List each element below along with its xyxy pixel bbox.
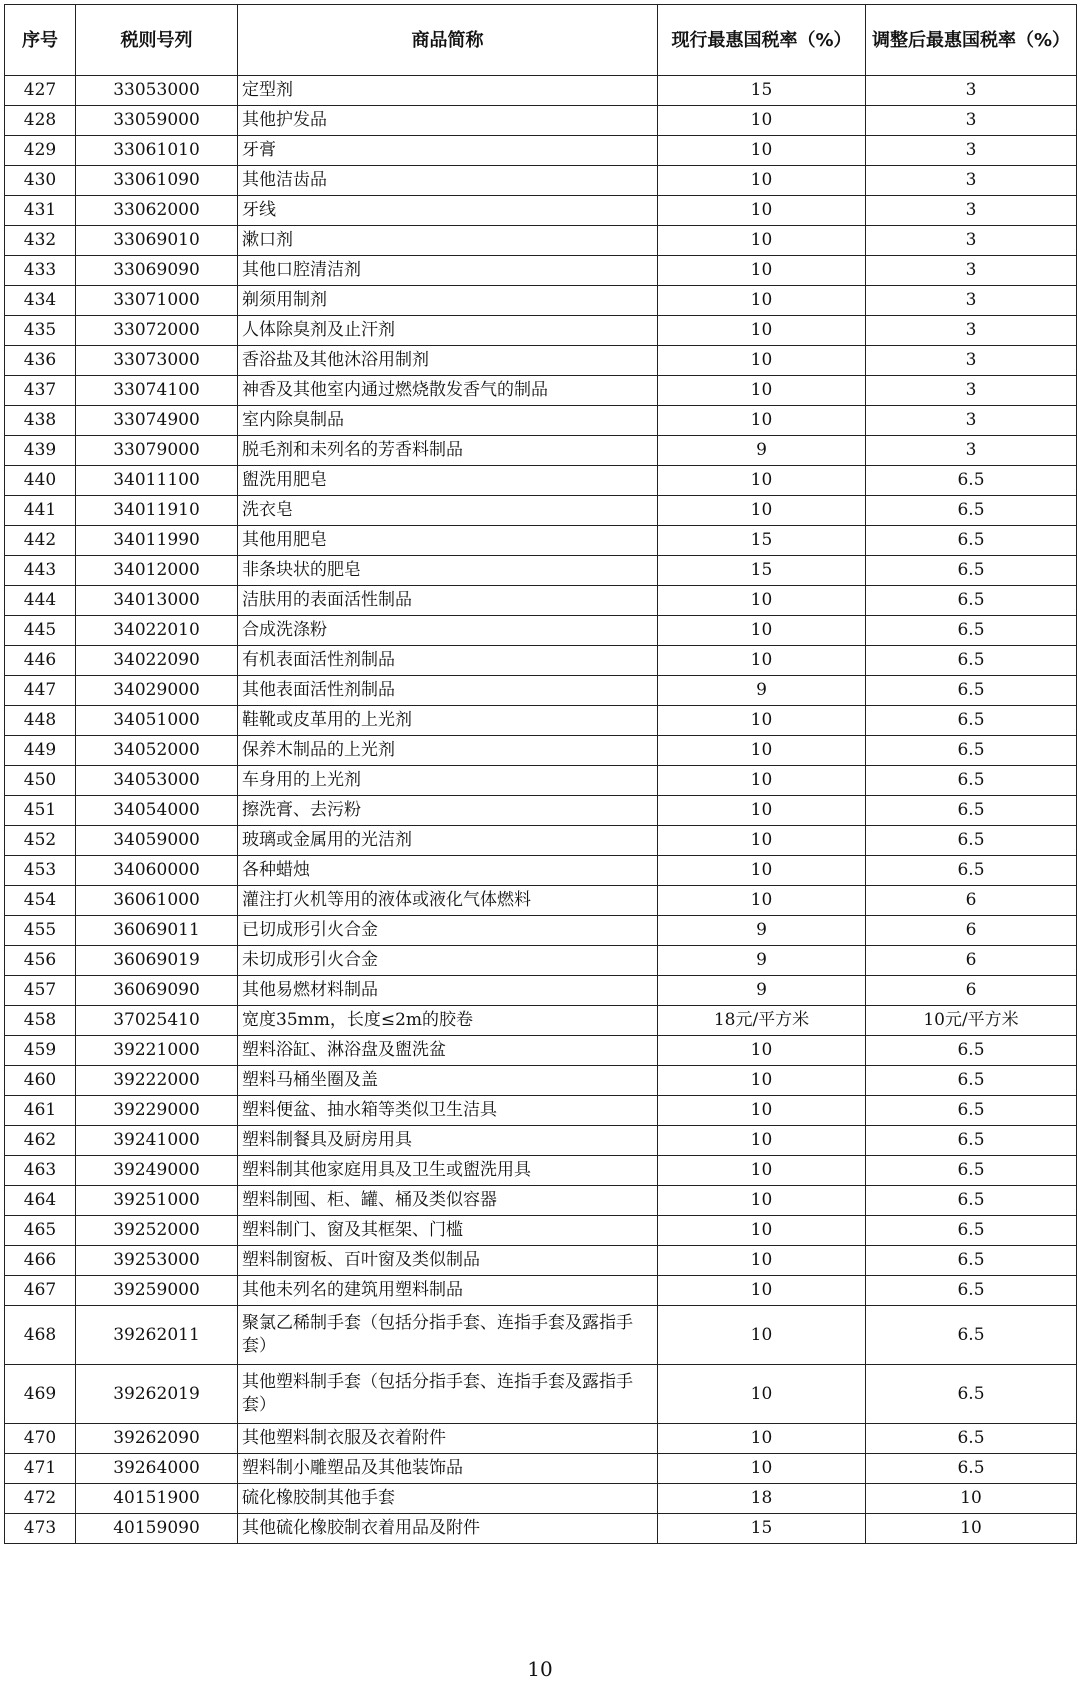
- cell-seq: 451: [5, 796, 76, 826]
- cell-tariff-code: 37025410: [76, 1006, 238, 1036]
- cell-seq: 465: [5, 1216, 76, 1246]
- cell-tariff-code: 39229000: [76, 1096, 238, 1126]
- cell-current-rate: 10: [658, 286, 866, 316]
- cell-product-name: 其他易燃材料制品: [238, 976, 658, 1006]
- cell-seq: 450: [5, 766, 76, 796]
- cell-adjusted-rate: 10: [866, 1514, 1077, 1544]
- cell-current-rate: 10: [658, 1126, 866, 1156]
- cell-current-rate: 15: [658, 1514, 866, 1544]
- cell-tariff-code: 34022010: [76, 616, 238, 646]
- table-row: [5, 376, 1077, 406]
- cell-tariff-code: 34060000: [76, 856, 238, 886]
- cell-tariff-code: 34051000: [76, 706, 238, 736]
- cell-current-rate: 18元/平方米: [658, 1006, 866, 1036]
- table-row: [5, 586, 1077, 616]
- cell-product-name: 合成洗涤粉: [238, 616, 658, 646]
- cell-adjusted-rate: 6: [866, 886, 1077, 916]
- cell-product-name: 保养木制品的上光剂: [238, 736, 658, 766]
- table-row: [5, 1276, 1077, 1306]
- table-row: [5, 526, 1077, 556]
- cell-product-name: 其他塑料制衣服及衣着附件: [238, 1424, 658, 1454]
- cell-adjusted-rate: 6.5: [866, 1365, 1077, 1424]
- cell-adjusted-rate: 6.5: [866, 1424, 1077, 1454]
- table-row: [5, 796, 1077, 826]
- cell-seq: 459: [5, 1036, 76, 1066]
- cell-seq: 472: [5, 1484, 76, 1514]
- cell-seq: 453: [5, 856, 76, 886]
- cell-adjusted-rate: 3: [866, 436, 1077, 466]
- cell-current-rate: 10: [658, 1365, 866, 1424]
- table-row: [5, 1126, 1077, 1156]
- table-body: [5, 76, 1077, 1544]
- cell-current-rate: 10: [658, 766, 866, 796]
- cell-product-name: 硫化橡胶制其他手套: [238, 1484, 658, 1514]
- cell-product-name: 洗衣皂: [238, 496, 658, 526]
- table-row: [5, 676, 1077, 706]
- cell-current-rate: 10: [658, 226, 866, 256]
- table-row: [5, 1036, 1077, 1066]
- table-row: [5, 466, 1077, 496]
- cell-adjusted-rate: 10元/平方米: [866, 1006, 1077, 1036]
- cell-current-rate: 10: [658, 316, 866, 346]
- cell-tariff-code: 39264000: [76, 1454, 238, 1484]
- cell-seq: 455: [5, 916, 76, 946]
- header-product-name: 商品简称: [238, 5, 658, 76]
- cell-product-name: 盥洗用肥皂: [238, 466, 658, 496]
- cell-tariff-code: 34013000: [76, 586, 238, 616]
- cell-current-rate: 10: [658, 796, 866, 826]
- cell-seq: 441: [5, 496, 76, 526]
- page-number: 10: [527, 1657, 553, 1681]
- cell-product-name: 塑料制囤、柜、罐、桶及类似容器: [238, 1186, 658, 1216]
- cell-tariff-code: 39221000: [76, 1036, 238, 1066]
- cell-adjusted-rate: 3: [866, 316, 1077, 346]
- cell-current-rate: 10: [658, 826, 866, 856]
- cell-current-rate: 10: [658, 256, 866, 286]
- header-seq: 序号: [5, 5, 76, 76]
- cell-current-rate: 10: [658, 1096, 866, 1126]
- cell-seq: 458: [5, 1006, 76, 1036]
- table-row: [5, 1306, 1077, 1365]
- cell-adjusted-rate: 6.5: [866, 796, 1077, 826]
- cell-seq: 452: [5, 826, 76, 856]
- cell-current-rate: 10: [658, 346, 866, 376]
- cell-tariff-code: 34052000: [76, 736, 238, 766]
- cell-current-rate: 10: [658, 196, 866, 226]
- cell-product-name: 塑料制其他家庭用具及卫生或盥洗用具: [238, 1156, 658, 1186]
- cell-tariff-code: 33062000: [76, 196, 238, 226]
- cell-seq: 457: [5, 976, 76, 1006]
- cell-seq: 429: [5, 136, 76, 166]
- cell-product-name: 玻璃或金属用的光洁剂: [238, 826, 658, 856]
- cell-current-rate: 10: [658, 586, 866, 616]
- cell-product-name: 其他表面活性剂制品: [238, 676, 658, 706]
- table-row: [5, 886, 1077, 916]
- cell-product-name: 人体除臭剂及止汗剂: [238, 316, 658, 346]
- cell-adjusted-rate: 3: [866, 136, 1077, 166]
- cell-current-rate: 10: [658, 1454, 866, 1484]
- cell-product-name: 室内除臭制品: [238, 406, 658, 436]
- cell-product-name: 塑料便盆、抽水箱等类似卫生洁具: [238, 1096, 658, 1126]
- cell-tariff-code: 36069019: [76, 946, 238, 976]
- cell-product-name: 灌注打火机等用的液体或液化气体燃料: [238, 886, 658, 916]
- cell-tariff-code: 39259000: [76, 1276, 238, 1306]
- cell-seq: 449: [5, 736, 76, 766]
- cell-adjusted-rate: 6.5: [866, 1454, 1077, 1484]
- cell-current-rate: 10: [658, 1186, 866, 1216]
- cell-adjusted-rate: 6: [866, 976, 1077, 1006]
- cell-adjusted-rate: 3: [866, 166, 1077, 196]
- table-row: [5, 436, 1077, 466]
- cell-tariff-code: 33073000: [76, 346, 238, 376]
- cell-current-rate: 10: [658, 376, 866, 406]
- cell-seq: 461: [5, 1096, 76, 1126]
- cell-adjusted-rate: 6.5: [866, 496, 1077, 526]
- table-row: [5, 76, 1077, 106]
- cell-adjusted-rate: 10: [866, 1484, 1077, 1514]
- cell-product-name: 聚氯乙稀制手套（包括分指手套、连指手套及露指手套）: [238, 1306, 658, 1365]
- cell-adjusted-rate: 6.5: [866, 466, 1077, 496]
- cell-product-name: 定型剂: [238, 76, 658, 106]
- cell-seq: 448: [5, 706, 76, 736]
- table-row: [5, 1006, 1077, 1036]
- cell-adjusted-rate: 3: [866, 406, 1077, 436]
- table-row: [5, 1186, 1077, 1216]
- cell-product-name: 脱毛剂和未列名的芳香料制品: [238, 436, 658, 466]
- cell-seq: 447: [5, 676, 76, 706]
- header-current-rate: 现行最惠国税率（%）: [658, 5, 866, 76]
- cell-product-name: 神香及其他室内通过燃烧散发香气的制品: [238, 376, 658, 406]
- cell-seq: 469: [5, 1365, 76, 1424]
- cell-tariff-code: 33061090: [76, 166, 238, 196]
- table-row: [5, 196, 1077, 226]
- cell-adjusted-rate: 6.5: [866, 1156, 1077, 1186]
- cell-current-rate: 10: [658, 466, 866, 496]
- cell-adjusted-rate: 6.5: [866, 826, 1077, 856]
- cell-adjusted-rate: 6.5: [866, 706, 1077, 736]
- cell-product-name: 已切成形引火合金: [238, 916, 658, 946]
- cell-tariff-code: 39241000: [76, 1126, 238, 1156]
- cell-product-name: 塑料浴缸、淋浴盘及盥洗盆: [238, 1036, 658, 1066]
- table-row: [5, 1454, 1077, 1484]
- cell-current-rate: 9: [658, 946, 866, 976]
- cell-current-rate: 15: [658, 76, 866, 106]
- cell-tariff-code: 33069090: [76, 256, 238, 286]
- table-row: [5, 316, 1077, 346]
- cell-product-name: 其他口腔清洁剂: [238, 256, 658, 286]
- table-row: [5, 976, 1077, 1006]
- cell-adjusted-rate: 6.5: [866, 646, 1077, 676]
- table-row: [5, 226, 1077, 256]
- cell-product-name: 塑料制餐具及厨房用具: [238, 1126, 658, 1156]
- cell-seq: 468: [5, 1306, 76, 1365]
- table-row: [5, 1066, 1077, 1096]
- cell-seq: 435: [5, 316, 76, 346]
- cell-current-rate: 9: [658, 436, 866, 466]
- table-row: [5, 646, 1077, 676]
- cell-seq: 445: [5, 616, 76, 646]
- cell-current-rate: 15: [658, 556, 866, 586]
- cell-tariff-code: 34022090: [76, 646, 238, 676]
- cell-seq: 466: [5, 1246, 76, 1276]
- cell-product-name: 塑料马桶坐圈及盖: [238, 1066, 658, 1096]
- cell-product-name: 塑料制窗板、百叶窗及类似制品: [238, 1246, 658, 1276]
- cell-product-name: 未切成形引火合金: [238, 946, 658, 976]
- table-row: [5, 1246, 1077, 1276]
- cell-product-name: 其他护发品: [238, 106, 658, 136]
- cell-tariff-code: 39252000: [76, 1216, 238, 1246]
- table-row: [5, 136, 1077, 166]
- cell-seq: 438: [5, 406, 76, 436]
- cell-seq: 442: [5, 526, 76, 556]
- cell-tariff-code: 39262090: [76, 1424, 238, 1454]
- cell-tariff-code: 34011990: [76, 526, 238, 556]
- table-row: [5, 706, 1077, 736]
- cell-seq: 454: [5, 886, 76, 916]
- table-row: [5, 1096, 1077, 1126]
- cell-product-name: 洁肤用的表面活性制品: [238, 586, 658, 616]
- cell-adjusted-rate: 3: [866, 196, 1077, 226]
- cell-tariff-code: 36069090: [76, 976, 238, 1006]
- cell-current-rate: 10: [658, 1216, 866, 1246]
- cell-seq: 463: [5, 1156, 76, 1186]
- cell-current-rate: 9: [658, 976, 866, 1006]
- tariff-table: [4, 4, 1077, 1544]
- cell-tariff-code: 34011910: [76, 496, 238, 526]
- table-row: [5, 256, 1077, 286]
- cell-adjusted-rate: 6.5: [866, 1036, 1077, 1066]
- cell-adjusted-rate: 6.5: [866, 1216, 1077, 1246]
- cell-seq: 446: [5, 646, 76, 676]
- cell-adjusted-rate: 6.5: [866, 766, 1077, 796]
- cell-product-name: 其他未列名的建筑用塑料制品: [238, 1276, 658, 1306]
- table-row: [5, 1365, 1077, 1424]
- table-row: [5, 826, 1077, 856]
- cell-current-rate: 10: [658, 1156, 866, 1186]
- cell-product-name: 其他洁齿品: [238, 166, 658, 196]
- cell-seq: 460: [5, 1066, 76, 1096]
- table-row: [5, 496, 1077, 526]
- cell-adjusted-rate: 6.5: [866, 736, 1077, 766]
- table-row: [5, 286, 1077, 316]
- cell-current-rate: 15: [658, 526, 866, 556]
- cell-adjusted-rate: 6.5: [866, 1126, 1077, 1156]
- table-row: [5, 556, 1077, 586]
- cell-adjusted-rate: 6.5: [866, 586, 1077, 616]
- cell-tariff-code: 33074900: [76, 406, 238, 436]
- cell-product-name: 其他用肥皂: [238, 526, 658, 556]
- cell-adjusted-rate: 3: [866, 376, 1077, 406]
- table-row: [5, 736, 1077, 766]
- cell-adjusted-rate: 6.5: [866, 526, 1077, 556]
- cell-seq: 473: [5, 1514, 76, 1544]
- cell-tariff-code: 39249000: [76, 1156, 238, 1186]
- cell-adjusted-rate: 6.5: [866, 556, 1077, 586]
- cell-adjusted-rate: 3: [866, 256, 1077, 286]
- cell-seq: 456: [5, 946, 76, 976]
- cell-current-rate: 10: [658, 886, 866, 916]
- cell-seq: 471: [5, 1454, 76, 1484]
- table-header-row: [5, 5, 1077, 76]
- cell-adjusted-rate: 6: [866, 946, 1077, 976]
- cell-seq: 462: [5, 1126, 76, 1156]
- cell-tariff-code: 34054000: [76, 796, 238, 826]
- cell-seq: 443: [5, 556, 76, 586]
- cell-current-rate: 18: [658, 1484, 866, 1514]
- cell-current-rate: 10: [658, 856, 866, 886]
- cell-current-rate: 9: [658, 916, 866, 946]
- cell-seq: 433: [5, 256, 76, 286]
- cell-seq: 437: [5, 376, 76, 406]
- cell-current-rate: 10: [658, 496, 866, 526]
- table-row: [5, 346, 1077, 376]
- cell-seq: 439: [5, 436, 76, 466]
- cell-seq: 428: [5, 106, 76, 136]
- table-row: [5, 1424, 1077, 1454]
- table-row: [5, 916, 1077, 946]
- cell-seq: 444: [5, 586, 76, 616]
- cell-current-rate: 10: [658, 1036, 866, 1066]
- cell-product-name: 漱口剂: [238, 226, 658, 256]
- cell-product-name: 剃须用制剂: [238, 286, 658, 316]
- cell-tariff-code: 36069011: [76, 916, 238, 946]
- cell-tariff-code: 34053000: [76, 766, 238, 796]
- cell-tariff-code: 39251000: [76, 1186, 238, 1216]
- cell-current-rate: 10: [658, 736, 866, 766]
- cell-product-name: 非条块状的肥皂: [238, 556, 658, 586]
- cell-adjusted-rate: 6.5: [866, 616, 1077, 646]
- cell-tariff-code: 33059000: [76, 106, 238, 136]
- table-row: [5, 616, 1077, 646]
- cell-adjusted-rate: 3: [866, 286, 1077, 316]
- table-row: [5, 406, 1077, 436]
- cell-adjusted-rate: 6: [866, 916, 1077, 946]
- cell-tariff-code: 34059000: [76, 826, 238, 856]
- cell-tariff-code: 33061010: [76, 136, 238, 166]
- cell-product-name: 牙膏: [238, 136, 658, 166]
- cell-current-rate: 10: [658, 136, 866, 166]
- table-row: [5, 766, 1077, 796]
- cell-current-rate: 10: [658, 646, 866, 676]
- cell-adjusted-rate: 6.5: [866, 1066, 1077, 1096]
- cell-seq: 464: [5, 1186, 76, 1216]
- cell-seq: 470: [5, 1424, 76, 1454]
- cell-current-rate: 9: [658, 676, 866, 706]
- table-row: [5, 1484, 1077, 1514]
- cell-current-rate: 10: [658, 406, 866, 436]
- cell-current-rate: 10: [658, 166, 866, 196]
- cell-product-name: 各种蜡烛: [238, 856, 658, 886]
- table-row: [5, 166, 1077, 196]
- cell-tariff-code: 39262019: [76, 1365, 238, 1424]
- cell-adjusted-rate: 3: [866, 76, 1077, 106]
- cell-tariff-code: 39253000: [76, 1246, 238, 1276]
- cell-tariff-code: 33072000: [76, 316, 238, 346]
- cell-adjusted-rate: 6.5: [866, 1276, 1077, 1306]
- cell-product-name: 有机表面活性剂制品: [238, 646, 658, 676]
- cell-tariff-code: 34011100: [76, 466, 238, 496]
- header-adjusted-rate: 调整后最惠国税率（%）: [866, 5, 1077, 76]
- cell-current-rate: 10: [658, 1246, 866, 1276]
- cell-seq: 431: [5, 196, 76, 226]
- cell-adjusted-rate: 6.5: [866, 1306, 1077, 1365]
- cell-adjusted-rate: 3: [866, 346, 1077, 376]
- table-row: [5, 106, 1077, 136]
- cell-adjusted-rate: 6.5: [866, 1246, 1077, 1276]
- cell-adjusted-rate: 6.5: [866, 856, 1077, 886]
- cell-seq: 434: [5, 286, 76, 316]
- cell-tariff-code: 33074100: [76, 376, 238, 406]
- cell-product-name: 塑料制门、窗及其框架、门槛: [238, 1216, 658, 1246]
- cell-tariff-code: 40159090: [76, 1514, 238, 1544]
- cell-seq: 427: [5, 76, 76, 106]
- cell-tariff-code: 39262011: [76, 1306, 238, 1365]
- cell-product-name: 车身用的上光剂: [238, 766, 658, 796]
- cell-tariff-code: 40151900: [76, 1484, 238, 1514]
- table-row: [5, 1514, 1077, 1544]
- cell-current-rate: 10: [658, 1306, 866, 1365]
- cell-adjusted-rate: 3: [866, 226, 1077, 256]
- cell-product-name: 塑料制小雕塑品及其他装饰品: [238, 1454, 658, 1484]
- table-row: [5, 1156, 1077, 1186]
- table-row: [5, 1216, 1077, 1246]
- cell-product-name: 其他塑料制手套（包括分指手套、连指手套及露指手套）: [238, 1365, 658, 1424]
- cell-current-rate: 10: [658, 1276, 866, 1306]
- cell-seq: 440: [5, 466, 76, 496]
- cell-tariff-code: 33079000: [76, 436, 238, 466]
- cell-current-rate: 10: [658, 1424, 866, 1454]
- cell-tariff-code: 36061000: [76, 886, 238, 916]
- cell-seq: 430: [5, 166, 76, 196]
- cell-current-rate: 10: [658, 106, 866, 136]
- table-row: [5, 946, 1077, 976]
- cell-adjusted-rate: 3: [866, 106, 1077, 136]
- cell-product-name: 鞋靴或皮革用的上光剂: [238, 706, 658, 736]
- cell-tariff-code: 34012000: [76, 556, 238, 586]
- cell-product-name: 其他硫化橡胶制衣着用品及附件: [238, 1514, 658, 1544]
- cell-current-rate: 10: [658, 1066, 866, 1096]
- table-row: [5, 856, 1077, 886]
- cell-seq: 432: [5, 226, 76, 256]
- cell-tariff-code: 34029000: [76, 676, 238, 706]
- cell-seq: 467: [5, 1276, 76, 1306]
- cell-tariff-code: 33053000: [76, 76, 238, 106]
- cell-tariff-code: 39222000: [76, 1066, 238, 1096]
- cell-tariff-code: 33071000: [76, 286, 238, 316]
- cell-adjusted-rate: 6.5: [866, 676, 1077, 706]
- cell-current-rate: 10: [658, 616, 866, 646]
- cell-adjusted-rate: 6.5: [866, 1186, 1077, 1216]
- cell-product-name: 牙线: [238, 196, 658, 226]
- header-tariff-code: 税则号列: [76, 5, 238, 76]
- cell-product-name: 香浴盐及其他沐浴用制剂: [238, 346, 658, 376]
- cell-current-rate: 10: [658, 706, 866, 736]
- cell-product-name: 擦洗膏、去污粉: [238, 796, 658, 826]
- cell-product-name: 宽度35mm，长度≤2m的胶卷: [238, 1006, 658, 1036]
- cell-tariff-code: 33069010: [76, 226, 238, 256]
- cell-seq: 436: [5, 346, 76, 376]
- cell-adjusted-rate: 6.5: [866, 1096, 1077, 1126]
